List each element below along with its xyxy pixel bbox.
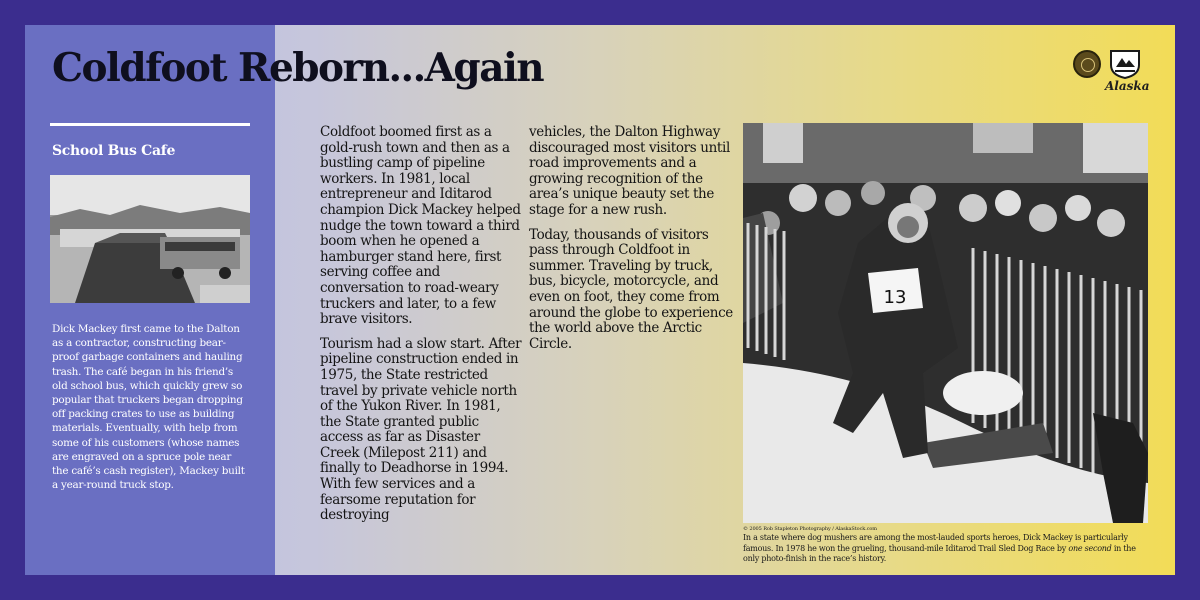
page-title: Coldfoot Reborn...Again xyxy=(52,45,544,91)
state-seal-icon xyxy=(1073,50,1101,78)
region-label: Alaska xyxy=(1105,79,1150,93)
body-paragraph: Tourism had a slow start. After pipeline construction ended in 1975, the State restricted travel by private vehicle north of the Yukon River. In 1981, the State granted public access as far as Disaster Creek (Milepost 211) and finally to Deadhorse in 1994. With few services and a fearsome reputation for destroying xyxy=(320,335,522,524)
photo-school-bus-cafe xyxy=(50,175,250,303)
body-paragraph: Coldfoot boomed first as a gold-rush town and then as a bustling camp of pipeline workers. In 1981, local entrepreneur and Iditarod champion Dick Mackey helped nudge the town toward a third boom when he opened a hamburger stand here, first serving coffee and conversation to road-weary truckers and later, to a few brave visitors. xyxy=(320,124,521,328)
sidebar-text: Dick Mackey first came to the Dalton as a contractor, constructing bear-proof garbage containers and hauling trash. The café began in his friend’s old school bus, which quickly grew so popular that truckers began dropping off packing crates to use as building materials. Eventually, with help from some of his customers (whose names are engraved on a spruce pole near the café’s cash register), Mackey built a year-round truck stop. xyxy=(52,323,245,492)
body-column-right xyxy=(529,125,739,361)
sign-panel xyxy=(25,25,1175,575)
sidebar-heading: School Bus Cafe xyxy=(52,143,176,159)
dog-sled-race-photo xyxy=(743,123,1148,523)
caption-text: In a state where dog mushers are among the most-lauded sports heroes, Dick Mackey is particularly famous. In 1978 he won the grueling, thousand-mile Iditarod Trail Sled Dog Race by xyxy=(743,533,1128,553)
body-paragraph: vehicles, the Dalton Highway discouraged most visitors until road improvements and a growing recognition of the area’s unique beauty set the stage for a new rush. xyxy=(529,124,730,218)
school-bus-cafe-photo xyxy=(50,175,250,303)
caption-emphasis: one second xyxy=(1068,543,1112,553)
photo-caption xyxy=(743,533,1153,565)
photo-dog-sled-race xyxy=(743,123,1148,523)
body-column-left xyxy=(320,125,522,533)
agency-logos xyxy=(1073,50,1153,95)
sidebar-divider xyxy=(50,123,250,126)
photo-credit: © 2005 Rob Stapleton Photography / AlaskaStock.com xyxy=(743,526,877,532)
body-paragraph: Today, thousands of visitors pass through Coldfoot in summer. Traveling by truck, bus, bicycle, motorcycle, and even on foot, they come from around the globe to experience the world above the Arctic Circle. xyxy=(529,226,733,352)
blm-shield-icon xyxy=(1109,49,1141,79)
bib-number: 13 xyxy=(883,287,907,308)
caption-text-end: in the only photo-finish in the race’s history. xyxy=(743,543,1136,563)
